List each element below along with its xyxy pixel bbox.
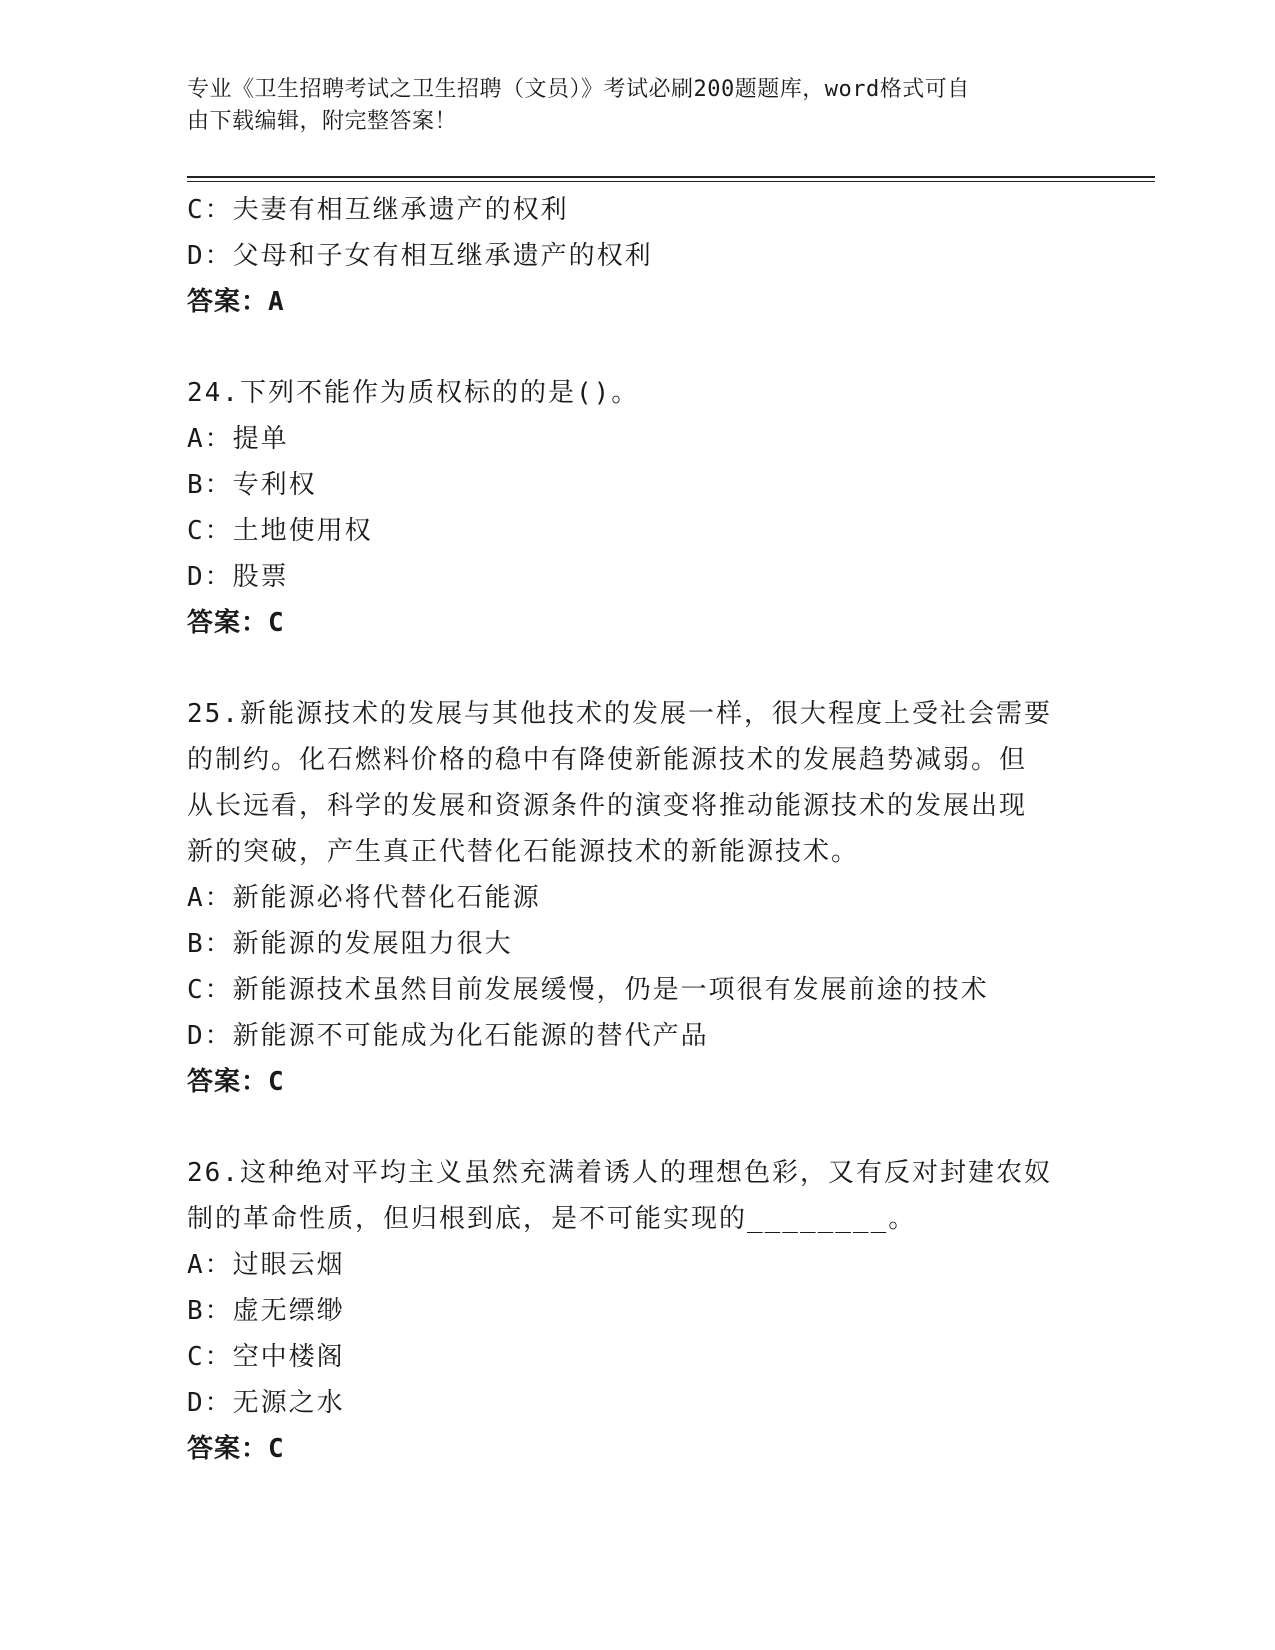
question-text-line-2: 的制约。化石燃料价格的稳中有降使新能源技术的发展趋势减弱。但 xyxy=(187,745,1028,775)
prev-question-block xyxy=(187,187,1087,325)
option-a: A：新能源必将代替化石能源 xyxy=(187,883,541,913)
option-a: A：提单 xyxy=(187,424,289,454)
question-25 xyxy=(187,691,1087,1105)
question-text-line-1: 26.这种绝对平均主义虽然充满着诱人的理想色彩，又有反对封建农奴 xyxy=(187,1158,1052,1188)
option-b: B：虚无缥缈 xyxy=(187,1296,345,1326)
answer-line: 答案：A xyxy=(187,287,285,317)
option-b: B：专利权 xyxy=(187,470,317,500)
question-text-line-2: 制的革命性质，但归根到底，是不可能实现的________。 xyxy=(187,1204,917,1234)
document-header xyxy=(187,74,1067,138)
answer-line: 答案：C xyxy=(187,1434,285,1464)
question-text-line-1: 25.新能源技术的发展与其他技术的发展一样，很大程度上受社会需要 xyxy=(187,699,1052,729)
option-d: D：新能源不可能成为化石能源的替代产品 xyxy=(187,1021,709,1051)
option-d: D：股票 xyxy=(187,562,289,592)
header-line-1: 专业《卫生招聘考试之卫生招聘（文员）》考试必刷200题题库，word格式可自 xyxy=(187,77,970,102)
question-text-line-3: 从长远看，科学的发展和资源条件的演变将推动能源技术的发展出现 xyxy=(187,791,1028,821)
option-c: C：土地使用权 xyxy=(187,516,373,546)
option-c: C：新能源技术虽然目前发展缓慢，仍是一项很有发展前途的技术 xyxy=(187,975,989,1005)
question-list xyxy=(187,187,1087,1472)
header-line-2: 由下载编辑，附完整答案！ xyxy=(187,109,458,134)
question-text: 24.下列不能作为质权标的的是()。 xyxy=(187,378,640,408)
header-divider-thick xyxy=(187,176,1155,178)
option-d: D：无源之水 xyxy=(187,1388,345,1418)
answer-line: 答案：C xyxy=(187,1067,285,1097)
question-24 xyxy=(187,370,1087,646)
option-d: D：父母和子女有相互继承遗产的权利 xyxy=(187,241,653,271)
option-a: A：过眼云烟 xyxy=(187,1250,345,1280)
option-b: B：新能源的发展阻力很大 xyxy=(187,929,513,959)
option-c: C：夫妻有相互继承遗产的权利 xyxy=(187,195,569,225)
answer-line: 答案：C xyxy=(187,608,285,638)
question-26 xyxy=(187,1150,1087,1472)
header-divider-thin xyxy=(187,181,1155,182)
option-c: C：空中楼阁 xyxy=(187,1342,345,1372)
question-text-line-4: 新的突破，产生真正代替化石能源技术的新能源技术。 xyxy=(187,837,860,867)
